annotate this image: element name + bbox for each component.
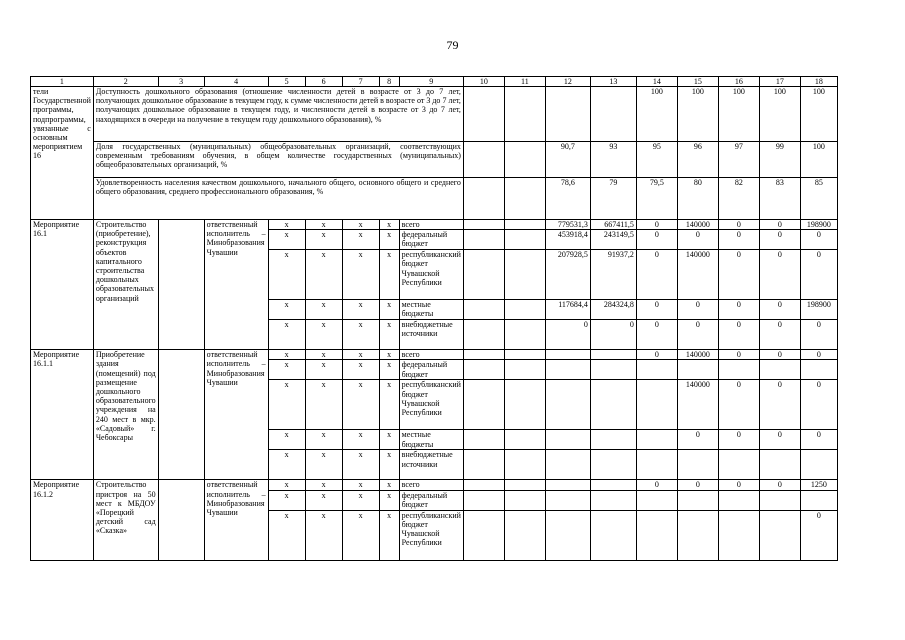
budget-code-cell: x: [379, 300, 399, 320]
budget-code-cell: x: [305, 320, 342, 350]
column-header: 14: [636, 77, 677, 87]
budget-code-cell: x: [342, 350, 379, 360]
empty-cell: [504, 178, 545, 220]
budget-code-cell: x: [305, 490, 342, 510]
budget-code-cell: x: [305, 430, 342, 450]
funding-source: всего: [399, 220, 463, 230]
funding-value: 0: [800, 230, 837, 250]
funding-value: 0: [636, 220, 677, 230]
funding-value: [800, 360, 837, 380]
empty-cell: [504, 490, 545, 510]
indicator-value: 97: [718, 142, 759, 178]
funding-value: 0: [759, 320, 800, 350]
budget-code-cell: x: [379, 250, 399, 300]
indicator-value: 90,7: [545, 142, 590, 178]
empty-cell: [504, 250, 545, 300]
column-header: 6: [305, 77, 342, 87]
column-header: 4: [204, 77, 268, 87]
indicator-value: 83: [759, 178, 800, 220]
funding-value: 0: [636, 350, 677, 360]
funding-value: 0: [718, 320, 759, 350]
budget-code-cell: x: [342, 300, 379, 320]
budget-code-cell: x: [342, 360, 379, 380]
empty-cell: [463, 220, 504, 230]
funding-value: [759, 490, 800, 510]
header-row: [31, 77, 838, 87]
budget-code-cell: x: [342, 430, 379, 450]
budget-code-cell: x: [268, 250, 305, 300]
funding-value: 667411,5: [590, 220, 636, 230]
budget-code-cell: x: [342, 250, 379, 300]
funding-value: 140000: [677, 250, 718, 300]
budget-code-cell: x: [268, 480, 305, 490]
funding-value: [590, 480, 636, 490]
funding-value: [800, 490, 837, 510]
column-header: 2: [93, 77, 158, 87]
budget-code-cell: x: [379, 230, 399, 250]
funding-source: внебюджетные источники: [399, 450, 463, 480]
budget-code-cell: x: [379, 360, 399, 380]
empty-cell: [504, 300, 545, 320]
budget-code-cell: x: [268, 490, 305, 510]
budget-code-cell: x: [379, 490, 399, 510]
budget-code-cell: x: [305, 450, 342, 480]
budget-code-cell: x: [268, 350, 305, 360]
funding-value: 198900: [800, 300, 837, 320]
empty-cell: [504, 320, 545, 350]
funding-source: всего: [399, 480, 463, 490]
funding-value: 453918,4: [545, 230, 590, 250]
funding-value: [636, 510, 677, 560]
indicator-value: 100: [800, 87, 837, 142]
indicator-text: Удовлетворенность населения качеством дошкольного, начального общего, основного общего и среднего общего образования, среднего профессионального образования, %: [93, 178, 463, 220]
funding-value: [636, 450, 677, 480]
indicator-value: 78,6: [545, 178, 590, 220]
indicator-value: 100: [636, 87, 677, 142]
column-header: 10: [463, 77, 504, 87]
budget-code-cell: x: [379, 350, 399, 360]
funding-value: 0: [718, 300, 759, 320]
empty-cell: [463, 350, 504, 360]
budget-code-cell: x: [305, 250, 342, 300]
budget-code-cell: x: [305, 220, 342, 230]
indicator-row: [31, 87, 838, 142]
budget-code-cell: x: [342, 230, 379, 250]
funding-value: [590, 380, 636, 430]
budget-code-cell: x: [268, 230, 305, 250]
indicator-value: 93: [590, 142, 636, 178]
funding-value: [590, 360, 636, 380]
funding-source: местные бюджеты: [399, 300, 463, 320]
budget-code-cell: x: [268, 300, 305, 320]
funding-value: 1250: [800, 480, 837, 490]
funding-value: [636, 490, 677, 510]
empty-cell: [463, 380, 504, 430]
funding-value: 0: [718, 480, 759, 490]
indicator-value: 79: [590, 178, 636, 220]
funding-value: [718, 510, 759, 560]
empty-cell: [463, 510, 504, 560]
column-header: 3: [158, 77, 204, 87]
funding-value: [545, 350, 590, 360]
funding-value: 198900: [800, 220, 837, 230]
funding-value: 0: [636, 480, 677, 490]
budget-code-cell: x: [268, 450, 305, 480]
funding-value: 91937,2: [590, 250, 636, 300]
empty-cell: [504, 87, 545, 142]
funding-value: [718, 360, 759, 380]
column-header: 15: [677, 77, 718, 87]
funding-value: 0: [636, 320, 677, 350]
budget-code-cell: x: [379, 450, 399, 480]
funding-row: [31, 220, 838, 230]
indicator-value: 96: [677, 142, 718, 178]
funding-value: [636, 360, 677, 380]
funding-value: 0: [800, 510, 837, 560]
funding-value: 0: [718, 380, 759, 430]
budget-code-cell: x: [305, 510, 342, 560]
funding-source: местные бюджеты: [399, 430, 463, 450]
budget-code-cell: x: [268, 380, 305, 430]
funding-value: 0: [800, 250, 837, 300]
funding-value: 0: [636, 250, 677, 300]
funding-source: республиканский бюджет Чувашской Республики: [399, 380, 463, 430]
funding-value: [590, 490, 636, 510]
empty-cell: [463, 87, 504, 142]
column-header: 8: [379, 77, 399, 87]
funding-value: 0: [759, 480, 800, 490]
budget-code-cell: x: [305, 380, 342, 430]
indicator-value: 95: [636, 142, 677, 178]
empty-cell: [463, 230, 504, 250]
funding-value: 0: [718, 250, 759, 300]
funding-value: 0: [636, 230, 677, 250]
empty-cell: [158, 220, 204, 350]
empty-cell: [504, 450, 545, 480]
indicator-value: 82: [718, 178, 759, 220]
funding-value: 0: [718, 230, 759, 250]
indicator-text: Доля государственных (муниципальных) общеобразовательных организаций, соответствующих современным требованиям обучения, в общем количестве государственных (муниципальных) общеобразовательных организаций, %: [93, 142, 463, 178]
indicator-value: 100: [759, 87, 800, 142]
budget-code-cell: x: [305, 230, 342, 250]
indicator-value: [590, 87, 636, 142]
funding-source: всего: [399, 350, 463, 360]
budget-code-cell: x: [342, 220, 379, 230]
budget-code-cell: x: [342, 480, 379, 490]
funding-value: [590, 350, 636, 360]
column-header: 13: [590, 77, 636, 87]
funding-value: 140000: [677, 220, 718, 230]
funding-value: 0: [759, 430, 800, 450]
budget-code-cell: x: [305, 480, 342, 490]
budget-code-cell: x: [379, 510, 399, 560]
funding-value: 243149,5: [590, 230, 636, 250]
funding-value: 0: [590, 320, 636, 350]
funding-row: [31, 350, 838, 360]
measure-name: Строительство (приобретение), реконструкция объектов капитального строительства дошкольных образовательных организаций: [93, 220, 158, 350]
budget-code-cell: x: [268, 430, 305, 450]
indicator-value: 85: [800, 178, 837, 220]
empty-cell: [463, 450, 504, 480]
empty-cell: [463, 300, 504, 320]
funding-value: [545, 360, 590, 380]
funding-value: [545, 450, 590, 480]
funding-value: [636, 430, 677, 450]
funding-value: [677, 450, 718, 480]
funding-value: [590, 510, 636, 560]
funding-value: 0: [759, 220, 800, 230]
budget-code-cell: x: [305, 350, 342, 360]
funding-value: 0: [718, 350, 759, 360]
indicator-value: 100: [718, 87, 759, 142]
funding-value: 0: [677, 430, 718, 450]
budget-code-cell: x: [268, 220, 305, 230]
funding-value: 0: [759, 380, 800, 430]
funding-value: 284324,8: [590, 300, 636, 320]
empty-cell: [504, 350, 545, 360]
column-header: 17: [759, 77, 800, 87]
budget-code-cell: x: [268, 360, 305, 380]
budget-code-cell: x: [379, 220, 399, 230]
funding-value: 0: [759, 230, 800, 250]
funding-value: 0: [545, 320, 590, 350]
funding-value: [545, 510, 590, 560]
empty-cell: [463, 480, 504, 490]
empty-cell: [504, 230, 545, 250]
funding-value: [759, 360, 800, 380]
empty-cell: [504, 430, 545, 450]
funding-value: [718, 490, 759, 510]
budget-code-cell: x: [342, 510, 379, 560]
funding-value: [677, 360, 718, 380]
funding-value: [759, 450, 800, 480]
funding-value: [545, 490, 590, 510]
funding-value: 0: [759, 300, 800, 320]
funding-value: [590, 450, 636, 480]
funding-value: 207928,5: [545, 250, 590, 300]
column-header: 1: [31, 77, 94, 87]
funding-value: [800, 450, 837, 480]
budget-code-cell: x: [342, 490, 379, 510]
empty-cell: [463, 178, 504, 220]
indicator-row: [31, 178, 838, 220]
empty-cell: [463, 250, 504, 300]
funding-value: 0: [759, 250, 800, 300]
measure-name: Приобретение здания (помещений) под размещение дошкольного образовательного учреждения на 240 мест в мкр. «Садовый» г. Чебоксары: [93, 350, 158, 480]
budget-code-cell: x: [379, 380, 399, 430]
measure-name: Строительство пристроя на 50 мест к МБДОУ «Порецкий детский сад «Сказка»: [93, 480, 158, 560]
empty-cell: [463, 360, 504, 380]
budget-code-cell: x: [305, 360, 342, 380]
measure-executor: ответственный исполнитель – Минобразования Чувашии: [204, 480, 268, 560]
empty-cell: [504, 142, 545, 178]
funding-source: внебюджетные источники: [399, 320, 463, 350]
funding-source: республиканский бюджет Чувашской Республики: [399, 510, 463, 560]
funding-value: 140000: [677, 350, 718, 360]
funding-value: 0: [800, 320, 837, 350]
funding-value: [545, 480, 590, 490]
indicator-value: 100: [800, 142, 837, 178]
funding-value: 0: [800, 430, 837, 450]
funding-value: 0: [677, 480, 718, 490]
column-header: 12: [545, 77, 590, 87]
indicator-value: 79,5: [636, 178, 677, 220]
funding-value: 117684,4: [545, 300, 590, 320]
funding-value: 0: [718, 220, 759, 230]
funding-value: 0: [636, 300, 677, 320]
funding-value: 140000: [677, 380, 718, 430]
measure-label: Мероприятие 16.1: [31, 220, 94, 350]
indicator-value: [545, 87, 590, 142]
measure-executor: ответственный исполнитель – Минобразования Чувашии: [204, 220, 268, 350]
budget-code-cell: x: [268, 510, 305, 560]
empty-cell: [504, 220, 545, 230]
funding-value: [545, 430, 590, 450]
empty-cell: [504, 480, 545, 490]
budget-code-cell: x: [379, 320, 399, 350]
budget-code-cell: x: [342, 450, 379, 480]
budget-code-cell: x: [268, 320, 305, 350]
measure-label: Мероприятие 16.1.2: [31, 480, 94, 560]
funding-value: [677, 490, 718, 510]
indicator-value: 100: [677, 87, 718, 142]
goal-indicators-label: тели Государственной программы, подпрограммы, увязанные с основным мероприятием 16: [31, 87, 94, 220]
measure-executor: ответственный исполнитель – Минобразования Чувашии: [204, 350, 268, 480]
funding-source: федеральный бюджет: [399, 360, 463, 380]
program-table: [30, 76, 838, 561]
column-header: 11: [504, 77, 545, 87]
funding-value: [636, 380, 677, 430]
funding-source: республиканский бюджет Чувашской Республики: [399, 250, 463, 300]
funding-value: [545, 380, 590, 430]
measure-label: Мероприятие 16.1.1: [31, 350, 94, 480]
funding-value: 0: [677, 320, 718, 350]
funding-value: 0: [677, 230, 718, 250]
empty-cell: [463, 430, 504, 450]
indicator-text: Доступность дошкольного образования (отношение численности детей в возрасте от 3 до 7 лет, получающих дошкольное образование в текущем году, к сумме численности детей в возрасте от 3 до 7 лет, получающих дошкольное образование в текущем году, и численности детей в возрасте от 3 до 7 лет, находящихся в очереди на получение в текущем году дошкольного образования), %: [93, 87, 463, 142]
funding-value: 0: [800, 380, 837, 430]
funding-source: федеральный бюджет: [399, 490, 463, 510]
budget-code-cell: x: [342, 380, 379, 430]
column-header: 16: [718, 77, 759, 87]
indicator-row: [31, 142, 838, 178]
funding-value: 0: [718, 430, 759, 450]
empty-cell: [504, 380, 545, 430]
indicator-value: 80: [677, 178, 718, 220]
budget-code-cell: x: [379, 430, 399, 450]
empty-cell: [158, 480, 204, 560]
column-header: 5: [268, 77, 305, 87]
empty-cell: [504, 510, 545, 560]
indicator-value: 99: [759, 142, 800, 178]
funding-value: 0: [677, 300, 718, 320]
empty-cell: [158, 350, 204, 480]
empty-cell: [463, 490, 504, 510]
empty-cell: [504, 360, 545, 380]
empty-cell: [463, 320, 504, 350]
funding-value: [718, 450, 759, 480]
budget-code-cell: x: [342, 320, 379, 350]
funding-value: 0: [800, 350, 837, 360]
funding-value: [677, 510, 718, 560]
empty-cell: [463, 142, 504, 178]
funding-value: [759, 510, 800, 560]
funding-value: 779531,3: [545, 220, 590, 230]
funding-row: [31, 480, 838, 490]
budget-code-cell: x: [305, 300, 342, 320]
funding-source: федеральный бюджет: [399, 230, 463, 250]
column-header: 7: [342, 77, 379, 87]
column-header: 9: [399, 77, 463, 87]
budget-code-cell: x: [379, 480, 399, 490]
funding-value: 0: [759, 350, 800, 360]
page-number: 79: [446, 38, 459, 52]
column-header: 18: [800, 77, 837, 87]
funding-value: [590, 430, 636, 450]
